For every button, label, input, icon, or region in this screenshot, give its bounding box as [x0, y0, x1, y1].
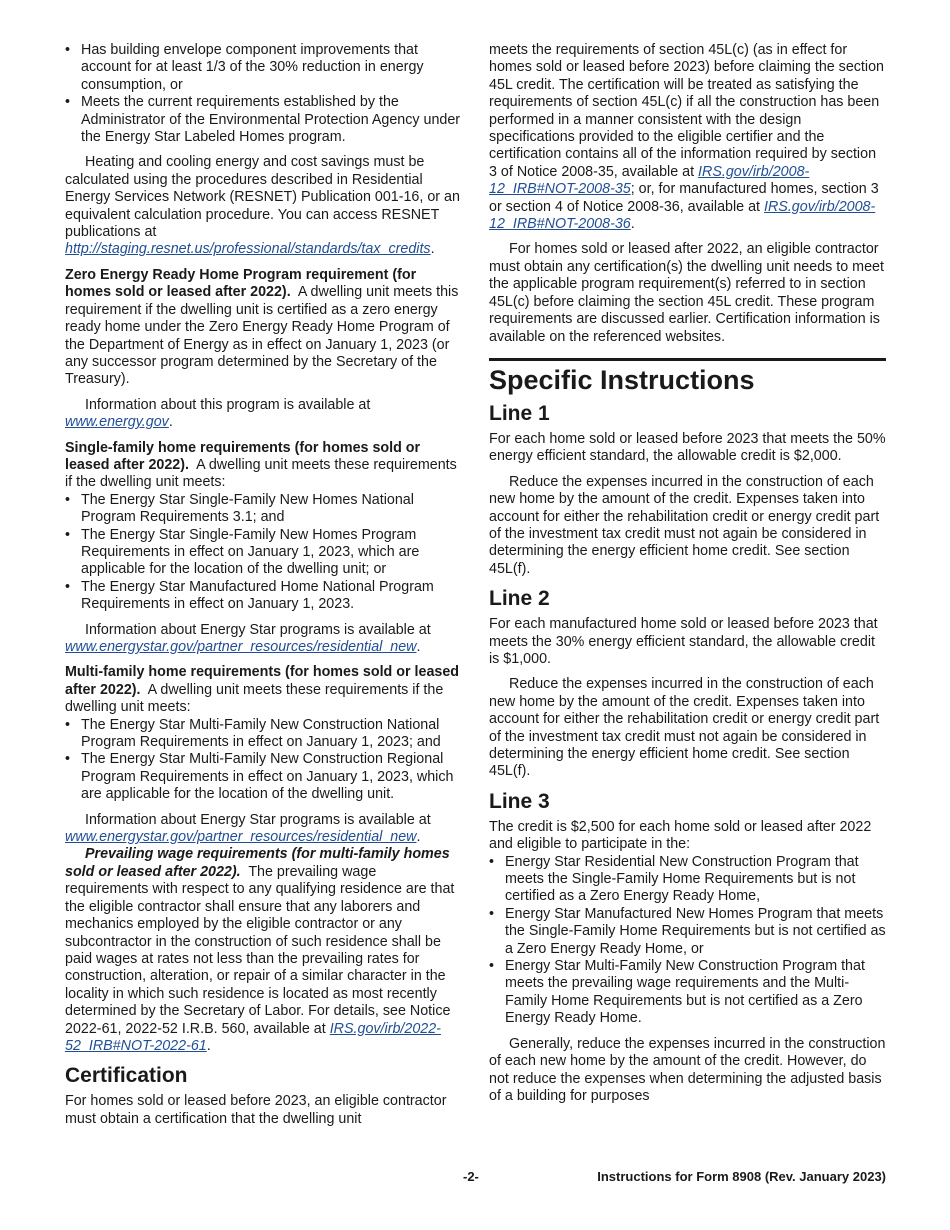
line-3-text: The credit is $2,500 for each home sold or leased after 2022 and eligible to participate in the:: [489, 818, 872, 853]
notice-2008-36-link[interactable]: IRS.gov/irb/2008-12_IRB#NOT-2008-36: [489, 198, 876, 233]
energystar-link[interactable]: www.energystar.gov/partner_resources/residential_new: [65, 639, 417, 655]
energy-gov-link[interactable]: www.energy.gov: [65, 414, 169, 431]
zero-energy-paragraph: [65, 267, 462, 389]
wage-heading: Prevailing wage requirements (for multi-family homes sold or leased after 2022).: [65, 846, 450, 880]
left-column: [65, 42, 462, 1128]
line-1-reduce: Reduce the expenses incurred in the construction of each new home by the amount of the credit. Expenses taken into account for either the rehabilitation credit or energy credit part of the investment tax credit must not again be considered in determining the energy efficient home credit. See section 45L(f).: [489, 473, 880, 577]
heating-paragraph: Heating and cooling energy and cost savings must be calculated using the procedures described in Residential Energy Services Network (RESNET) Publication 001-16, or an equivalent calculation procedure. You can access RESNET publications at http://staging.resnet.us/professional/standards/tax_credits.: [65, 154, 460, 258]
bullet-envelope: • Has building envelope component improvements that account for at least 1/3 of the 30% reduction in energy consumption, or: [65, 42, 462, 94]
form-reference: Instructions for Form 8908 (Rev. January 2023): [597, 1169, 886, 1184]
heating-text: Heating and cooling energy and cost savings must be calculated using the procedures described in Residential Energy Services Network (RESNET) Publication 001-16, or an equivalent calculation procedure. You can access RESNET publications at: [65, 154, 460, 241]
line3-bullet-1: • Energy Star Residential New Construction Program that meets the Single-Family Home Requirements but is not certified as a Zero Energy Ready Home,: [489, 854, 886, 906]
page-number: -2-: [463, 1169, 479, 1184]
generally-paragraph: Generally, reduce the expenses incurred in the construction of each new home by the amount of the credit. However, do not reduce the expenses when determining the adjusted basis of a building for purposes: [489, 1035, 886, 1104]
single-bullet-3: • The Energy Star Manufactured Home National Program Requirements in effect on January 1, 2023.: [65, 579, 462, 614]
certification-text: For homes sold or leased before 2023, an eligible contractor must obtain a certification that the dwelling unit: [65, 1093, 447, 1127]
specific-instructions-heading: Specific Instructions: [489, 358, 886, 396]
line3-bullet-3: • Energy Star Multi-Family New Construction Program that meets the prevailing wage requirements and the Multi-Family Home Requirements but is not certified as a Zero Energy Ready Home.: [489, 958, 886, 1028]
line-2-reduce: Reduce the expenses incurred in the construction of each new home by the amount of the credit. Expenses taken into account for either the rehabilitation credit or energy credit part of the investment tax credit must not again be considered in determining the energy efficient home credit. See section 45L(f).: [489, 676, 880, 780]
cert-cont-text-1: meets the requirements of section 45L(c) (as in effect for homes sold or leased before 2023) before claiming the section 45L credit. The certification will be treated as satisfying the requirements of section 45L(c) if all the construction has been performed in a manner consistent with the design specifications provided to the eligible certifier and the certification contains all of the information required by section 3 of Notice 2008-35, available at: [489, 42, 884, 180]
single-bullet-2: • The Energy Star Single-Family New Homes Program Requirements in effect on January 1, 2023, which are applicable for the location of the dwelling unit; or: [65, 527, 462, 579]
zero-info-text: Information about this program is available at: [85, 396, 371, 413]
line-2-text: For each manufactured home sold or leased before 2023 that meets the 30% energy efficient standard, the allowable credit is $1,000.: [489, 616, 878, 667]
single-family-paragraph: [65, 440, 462, 492]
certification-heading: Certification: [65, 1064, 188, 1088]
page-footer: [65, 1168, 886, 1186]
cert-cont-text-2: ; or, for manufactured homes, section 3 or section 4 of Notice 2008-36, available at: [489, 181, 879, 215]
line3-bullet-2: • Energy Star Manufactured New Homes Program that meets the Single-Family Home Requirements but is not certified as a Zero Energy Ready Home, or: [489, 906, 886, 958]
multi-family-heading: Multi-family home requirements (for homes sold or leased after 2022).: [65, 664, 460, 698]
multi-bullet-1: • The Energy Star Multi-Family New Construction National Program Requirements in effect on January 1, 2023; and: [65, 717, 462, 752]
single-bullet-1: • The Energy Star Single-Family New Homes National Program Requirements 3.1; and: [65, 492, 462, 527]
energystar-link-2[interactable]: www.energystar.gov/partner_resources/residential_new: [65, 829, 417, 846]
multi-family-paragraph: [65, 664, 462, 716]
estar-info-paragraph: Information about Energy Star programs is available at www.energystar.gov/partner_resources/residential_new.: [65, 621, 431, 655]
after-2022-paragraph: For homes sold or leased after 2022, an eligible contractor must obtain any certification(s) the dwelling unit needs to meet the applicable program requirement(s) referred to in section 45L(c) before claiming the section 45L credit. These program requirements are discussed earlier. Certification information is available on the referenced websites.: [489, 241, 884, 345]
line-1-text: For each home sold or leased before 2023 that meets the 50% energy efficient standard, the allowable credit is $2,000.: [489, 430, 886, 465]
zero-energy-heading: Zero Energy Ready Home Program requirement (for homes sold or leased after 2022).: [65, 266, 417, 301]
multi-family-text: A dwelling unit meets these requirements if the dwelling unit meets:: [65, 681, 444, 716]
estar-info-text: Information about Energy Star programs is available at: [85, 621, 431, 638]
notice-2022-61-link[interactable]: IRS.gov/irb/2022-52_IRB#NOT-2022-61: [65, 1020, 441, 1054]
wage-paragraph: Prevailing wage requirements (for multi-family homes sold or leased after 2022). The prevailing wage requirements with respect to any qualifying residence are that the eligible contractor shall ensure that any laborers and mechanics employed by the eligible contractor or any subcontractor in the construction of such residence shall be paid wages at rates not less than the prevailing rates for construction, alteration, or repair of a similar character in the locality in which such residence is located as most recently determined by the Secretary of Labor. For details, see Notice 2022-61, 2022-52 I.R.B. 560, available at IRS.gov/irb/2022-52_IRB#NOT-2022-61.: [65, 846, 455, 1054]
multi-bullet-2: • The Energy Star Multi-Family New Construction Regional Program Requirements in effect on January 1, 2023, which are applicable for the location of the dwelling unit.: [65, 751, 462, 803]
certification-continued: meets the requirements of section 45L(c) (as in effect for homes sold or leased before 2023) before claiming the section 45L credit. The certification will be treated as satisfying the requirements of section 45L(c) if all the construction has been performed in a manner consistent with the design specifications provided to the eligible certifier and the certification contains all of the information required by section 3 of Notice 2008-35, available at IRS.gov/irb/2008-12_IRB#NOT-2008-35; or, for manufactured homes, section 3 or section 4 of Notice 2008-36, available at IRS.gov/irb/2008-12_IRB#NOT-2008-36.: [489, 42, 884, 233]
line-1-heading: Line 1: [489, 401, 550, 425]
resnet-link[interactable]: http://staging.resnet.us/professional/standards/tax_credits: [65, 241, 431, 258]
estar-info-paragraph-2: Information about Energy Star programs is available at www.energystar.gov/partner_resources/residential_new.: [65, 811, 431, 846]
estar-info-text-2: Information about Energy Star programs is available at: [85, 811, 431, 828]
zero-info-paragraph: Information about this program is available at www.energy.gov.: [65, 396, 371, 431]
line-3-heading: Line 3: [489, 789, 550, 813]
zero-energy-text: A dwelling unit meets this requirement if the dwelling unit is certified as a zero energy ready home under the Zero Energy Ready Home Program of the Department of Energy as in effect on January 1, 2023 (or any successor program determined by the Secretary of the Treasury).: [65, 284, 459, 388]
notice-2008-35-link[interactable]: IRS.gov/irb/2008-12_IRB#NOT-2008-35: [489, 163, 810, 198]
right-column: [489, 42, 886, 1105]
wage-text: The prevailing wage requirements with respect to any qualifying residence are that the eligible contractor shall ensure that any laborers and mechanics employed by the eligible contractor or any subcontractor in the construction of such residence shall be paid wages at rates not less than the prevailing rates for construction, alteration, or repair of a similar character in the locality in which such residence is located as most recently determined by the Secretary of Labor. For details, see Notice 2022-61, 2022-52 I.R.B. 560, available at: [65, 863, 455, 1037]
line-2-heading: Line 2: [489, 587, 550, 611]
single-family-text: A dwelling unit meets these requirements if the dwelling unit meets:: [65, 456, 457, 491]
single-family-heading: Single-family home requirements (for homes sold or leased after 2022).: [65, 439, 421, 473]
bullet-epa: • Meets the current requirements established by the Administrator of the Environmental Protection Agency under the Energy Star Labeled Homes program.: [65, 94, 462, 146]
